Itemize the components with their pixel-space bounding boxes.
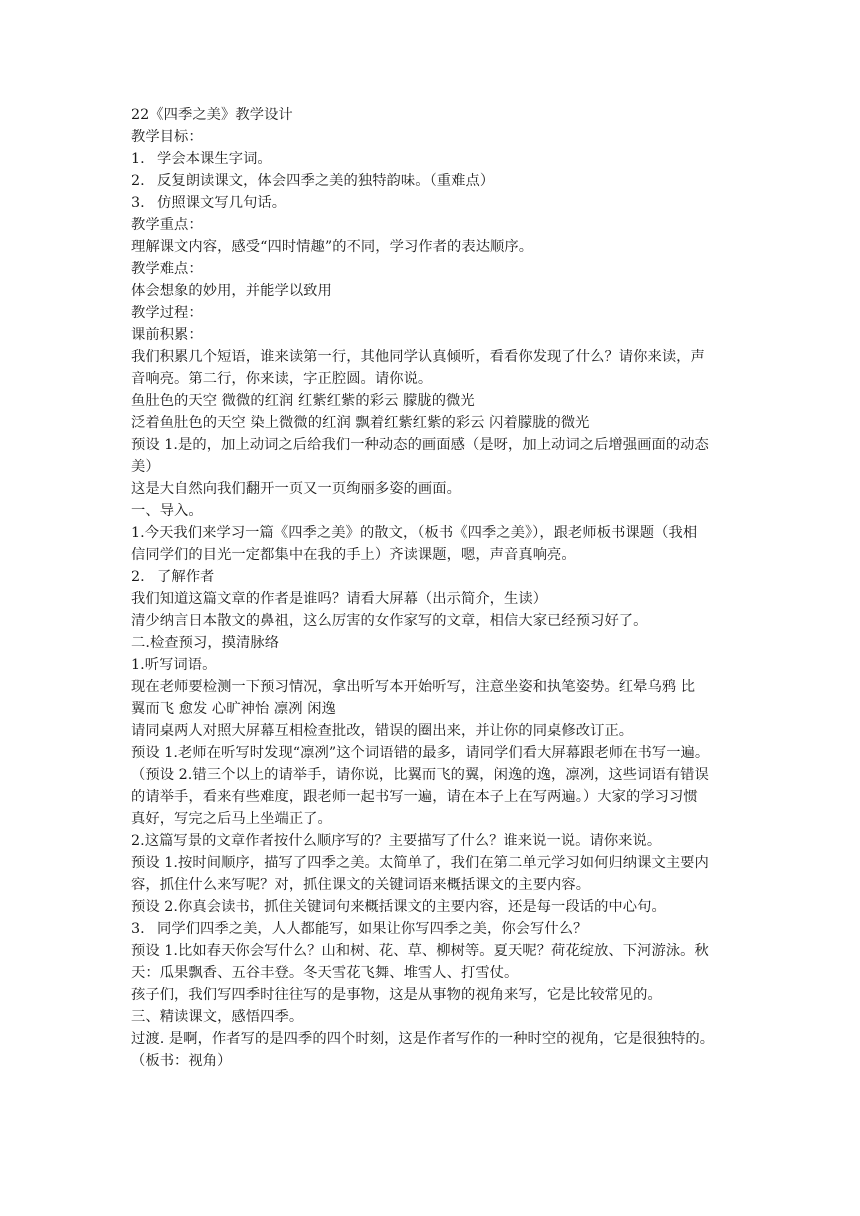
text-line: 教学重点： [131,217,203,233]
text-line: 过渡. 是啊，作者写的是四季的四个时刻，这是作者写作的一种时空的视角，它是很独特的。 [131,1031,715,1047]
text-line: 翼而飞 愈发 心旷神怡 凛冽 闲逸 [131,701,336,717]
text-line [131,148,732,170]
text-line [131,192,732,214]
list-text: 了解作者 [157,569,215,585]
text-line: 2.这篇写景的文章作者按什么顺序写的？主要描写了什么？谁来说一说。请你来说。 [131,833,662,849]
list-text: 同学们四季之美，人人都能写，如果让你写四季之美，你会写什么？ [157,921,588,937]
text-line: 美） [131,459,160,475]
text-line: 真好，写完之后马上坐端正了。 [131,811,332,827]
list-text: 仿照课文写几句话。 [157,195,287,211]
text-line: 三、精读课文，感悟四季。 [131,1009,304,1025]
text-line: 这是大自然向我们翻开一页又一页绚丽多姿的画面。 [131,481,461,497]
text-line: 一、导入。 [131,503,203,519]
text-line: 预设 1.是的，加上动词之后给我们一种动态的画面感（是呀，加上动词之后增强画面的动态 [131,437,709,453]
text-line: 1.今天我们来学习一篇《四季之美》的散文，（板书《四季之美》），跟老师板书课题（我相 [131,525,698,541]
text-line: 现在老师要检测一下预习情况，拿出听写本开始听写，注意坐姿和执笔姿势。红晕乌鸦 比 [131,679,696,695]
list-number: 3. [131,921,145,937]
text-line: 我们知道这篇文章的作者是谁吗？请看大屏幕（出示简介，生读） [131,591,548,607]
text-line: 我们积累几个短语，谁来读第一行，其他同学认真倾听，看看你发现了什么？请你来读，声 [131,349,705,365]
text-line: 的请举手，看来有些难度，跟老师一起书写一遍，请在本子上在写两遍。）大家的学习习惯 [131,789,698,805]
text-line: 体会想象的妙用，并能学以致用 [131,283,332,299]
list-number: 2. [131,569,145,585]
text-line: 教学目标： [131,129,203,145]
text-line: 预设 1.比如春天你会写什么？山和树、花、草、柳树等。夏天呢？荷花绽放、下河游泳。秋 [131,943,709,959]
list-number: 3. [131,195,145,211]
text-line: 孩子们，我们写四季时往往写的是事物，这是从事物的视角来写，它是比较常见的。 [131,987,662,1003]
text-line: 1.听写词语。 [131,657,217,673]
text-line: 清少纳言日本散文的鼻祖，这么厉害的女作家写的文章，相信大家已经预习好了。 [131,613,648,629]
list-number: 2. [131,173,145,189]
text-line: 预设 2.你真会读书，抓住关键词句来概括课文的主要内容，还是每一段话的中心句。 [131,899,666,915]
text-line: 请同桌两人对照大屏幕互相检查批改，错误的圈出来，并让你的同桌修改订正。 [131,723,634,739]
text-line: 容，抓住什么来写呢？对，抓住课文的关键词语来概括课文的主要内容。 [131,877,591,893]
text-line: 教学难点： [131,261,203,277]
text-line: 信同学们的目光一定都集中在我的手上）齐读课题，嗯，声音真响亮。 [131,547,576,563]
list-number: 1. [131,151,145,167]
text-line: （板书：视角） [131,1053,232,1069]
text-line [131,170,732,192]
text-line: 理解课文内容，感受“四时情趣”的不同，学习作者的表达顺序。 [131,239,534,255]
text-line: 二.检查预习，摸清脉络 [131,635,280,651]
text-line [131,918,732,940]
text-line: 22《四季之美》教学设计 [131,107,293,123]
text-line: 鱼肚色的天空 微微的红润 红紫红紫的彩云 朦胧的微光 [131,393,475,409]
text-line: 预设 1.按时间顺序，描写了四季之美。太简单了，我们在第二单元学习如何归纳课文主要内 [131,855,709,871]
text-line: 音响亮。第二行，你来读，字正腔圆。请你说。 [131,371,433,387]
text-line: 泛着鱼肚色的天空 染上微微的红润 飘着红紫红紫的彩云 闪着朦胧的微光 [131,415,590,431]
list-text: 学会本课生字词。 [157,151,272,167]
text-line: 教学过程： [131,305,203,321]
text-line: 课前积累： [131,327,203,343]
text-line: 预设 1.老师在听写时发现“凛冽”这个词语错的最多，请同学们看大屏幕跟老师在书写一遍。 [131,745,710,761]
list-text: 反复朗读课文，体会四季之美的独特韵味。（重难点） [157,173,495,189]
text-line: 天：瓜果飘香、五谷丰登。冬天雪花飞舞、堆雪人、打雪仗。 [131,965,519,981]
text-line: （预设 2.错三个以上的请举手，请你说，比翼而飞的翼，闲逸的逸，凛冽，这些词语有错误 [131,767,709,783]
text-line [131,566,732,588]
